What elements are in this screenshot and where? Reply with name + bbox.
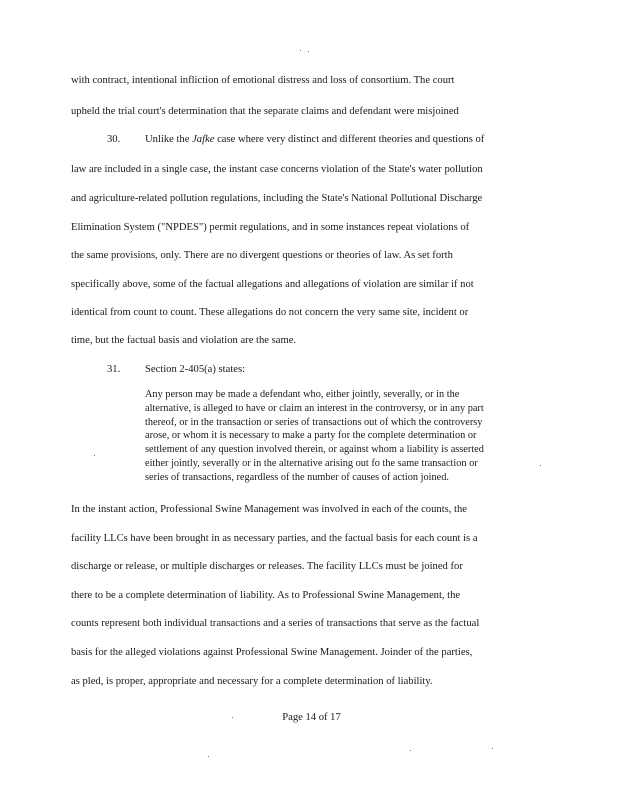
body-line: the same provisions, only. There are no divergent questions or theories of law. As set forth [71, 250, 453, 261]
quote-line: settlement of any question involved therein, or against whom a liability is asserted [145, 444, 484, 456]
quote-line: thereof, or in the transaction or series of transactions out of which the controversy [145, 416, 483, 428]
paragraph-number: 30. [107, 134, 121, 145]
scan-speck [300, 50, 301, 51]
body-line: basis for the alleged violations against Professional Swine Management. Joinder of the parties, [71, 647, 473, 658]
block-quote [145, 388, 555, 485]
quote-line: series of transactions, regardless of the number of causes of action joined. [145, 471, 449, 483]
body-line: there to be a complete determination of liability. As to Professional Swine Management, the [71, 590, 461, 601]
body-line: In the instant action, Professional Swine Management was involved in each of the counts, the [71, 504, 467, 515]
body-line: identical from count to count. These allegations do not concern the very same site, incident or [71, 307, 469, 318]
body-line: specifically above, some of the factual allegations and allegations of violation are similar if not [71, 279, 474, 290]
quote-line: either jointly, severally or in the alternative arising out fo the same transaction or [145, 457, 478, 469]
case-name: Jafke [192, 134, 215, 145]
body-line: facility LLCs have been brought in as necessary parties, and the factual basis for each count is a [71, 533, 478, 544]
body-line: and agriculture-related pollution regulations, including the State's National Pollutional Discharge [71, 193, 483, 204]
scan-speck [308, 51, 309, 52]
body-line: law are included in a single case, the instant case concerns violation of the State's water pollution [71, 164, 483, 175]
body-line: discharge or release, or multiple discharges or releases. The facility LLCs must be joined for [71, 561, 463, 572]
page-number: Page 14 of 17 [282, 712, 341, 723]
quote-line: arose, or whom it is necessary to make a party for the complete determination or [145, 430, 477, 442]
body-line: time, but the factual basis and violation are the same. [71, 335, 297, 346]
quote-line: alternative, is alleged to have or claim an interest in the controversy, or in any part [145, 402, 484, 414]
section-citation: Section 2-405(a) states: [145, 364, 246, 375]
scan-speck [492, 748, 493, 749]
scan-speck [410, 750, 411, 751]
paragraph-first-line: Unlike the Jafke case where very distinct and different theories and questions of [145, 134, 485, 145]
scan-speck [208, 756, 209, 757]
quote-line: Any person may be made a defendant who, either jointly, severally, or in the [145, 389, 460, 400]
paragraph-number: 31. [107, 364, 121, 375]
scan-speck [94, 455, 95, 456]
body-line: as pled, is proper, appropriate and necessary for a complete determination of liability. [71, 676, 433, 687]
body-line: Elimination System ("NPDES") permit regulations, and in some instances repeat violations of [71, 222, 470, 233]
body-line: upheld the trial court's determination that the separate claims and defendant were misjoined [71, 106, 459, 117]
body-line: counts represent both individual transactions and a series of transactions that serve as the factual [71, 618, 480, 629]
body-line: with contract, intentional infliction of emotional distress and loss of consortium. The court [71, 75, 455, 86]
